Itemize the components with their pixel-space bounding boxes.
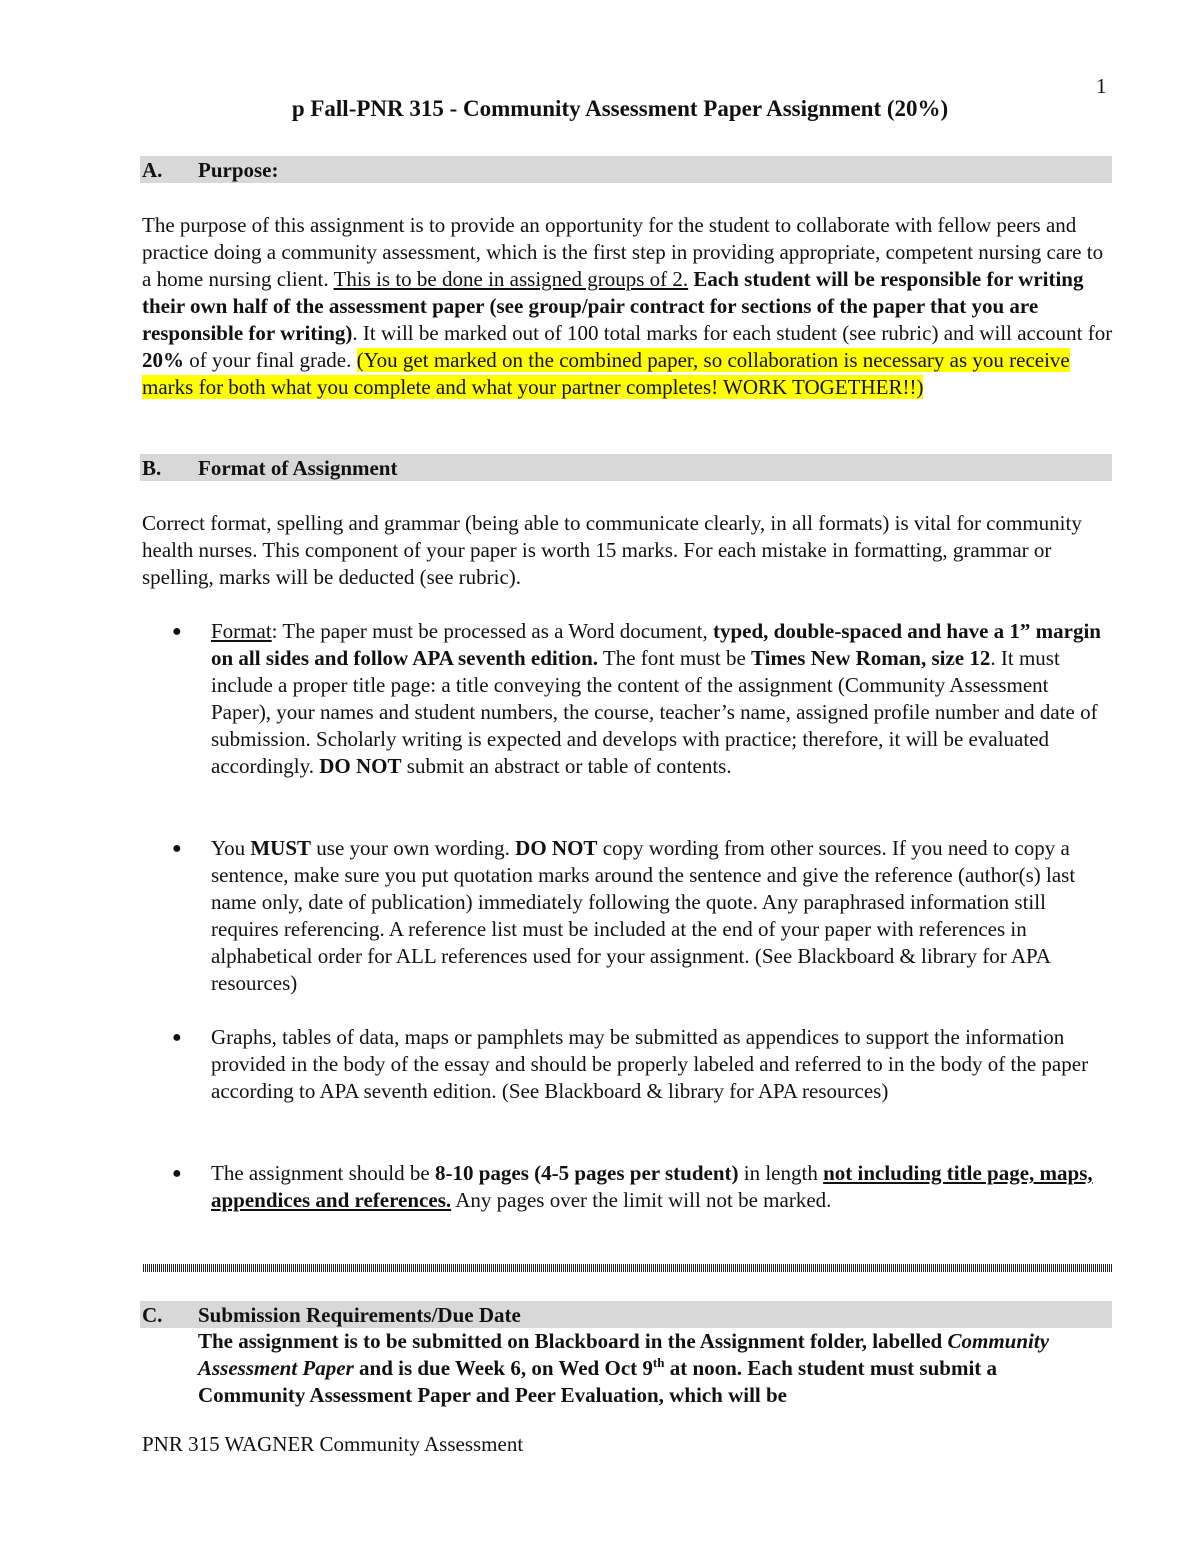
purpose-highlight: (You get marked on the combined paper, so collaboration is necessary as you receive marks for both what you complete and what your partner completes! WORK TOGETHER!!) [142,348,1070,399]
bullet-2-text-1: You [211,836,251,860]
purpose-paragraph [142,212,1117,401]
purpose-text-2: . It will be marked out of 100 total marks for each student (see rubric) and will account for [352,321,1113,345]
bullet-4-bold-underline: not including title page, maps, appendices and references. [211,1161,1093,1212]
submission-italic: Community Assessment Paper [198,1329,1050,1380]
bullet-4-length [211,1160,1111,1214]
bullet-1-text-4: submit an abstract or table of contents. [401,754,732,778]
bullet-1-text-2: The font must be [598,646,752,670]
section-divider [143,1264,1113,1272]
bullet-1-underline: Format [211,619,272,643]
purpose-bold: Each student will be responsible for writing their own half of the assessment paper (see group/pair contract for sections of the paper that you are responsible for writing) [142,267,1084,345]
bullet-4-bold: 8-10 pages (4-5 pages per student) [434,1161,739,1185]
section-a-letter: A. [142,158,163,182]
page-number: 1 [1096,74,1107,98]
section-c-letter: C. [142,1303,163,1327]
section-c-heading [140,1301,1112,1328]
submission-text-1: The assignment is to be submitted on Blackboard in the Assignment folder, labelled [198,1329,948,1353]
bullet-1-bold-3: DO NOT [319,754,402,778]
purpose-text-1: The purpose of this assignment is to provide an opportunity for the student to collaborate with fellow peers and practice doing a community assessment, which is the first step in providing appropriate, competent nursing care to a home nursing client. [142,213,1104,291]
purpose-text-3: of your final grade. [184,348,357,372]
bullet-1-text-3: . It must include a proper title page: a title conveying the content of the assignment (Community Assessment Paper), your names and student numbers, the course, teacher’s name, assigned profile number and date of submission. Scholarly writing is expected and develops with practice; therefore, it will be evaluated accordingly. [211,646,1098,778]
bullet-2-text-3: copy wording from other sources. If you need to copy a sentence, make sure you put quotation marks around the sentence and give the reference (author(s) last name only, date of publication) immediately following the quote. Any paraphrased information still requires referencing. A reference list must be included at the end of your paper with references in alphabetical order for ALL references used for your assignment. (See Blackboard & library for APA resources) [211,836,1076,995]
bullet-1-bold-1: typed, double-spaced and have a 1” margin on all sides and follow APA seventh edition. [211,619,1101,670]
bullet-2-bold-1: MUST [250,836,312,860]
section-b-letter: B. [142,456,162,480]
bullet-3-marker: ● [172,1029,182,1046]
bullet-1-marker: ● [172,623,182,640]
bullet-2-marker: ● [172,840,182,857]
purpose-underlined: This is to be done in assigned groups of 2. [333,267,689,291]
section-a-label: Purpose: [198,158,279,182]
submission-paragraph [198,1328,1108,1409]
bullet-4-text-2: in length [738,1161,824,1185]
section-b-heading [140,454,1112,481]
bullet-4-text-3: Any pages over the limit will not be marked. [451,1188,832,1212]
submission-text-3: at noon. Each student must submit a Community Assessment Paper and Peer Evaluation, which will be [198,1356,998,1407]
submission-text-2: and is due Week 6, on Wed Oct 9 [353,1356,653,1380]
document-title: p Fall-PNR 315 - Community Assessment Paper Assignment (20%) [291,96,949,121]
bullet-2-wording [211,835,1111,997]
bullet-2-bold-2: DO NOT [515,836,598,860]
bullet-4-text-1: The assignment should be [211,1161,435,1185]
bullet-1-format [211,618,1111,780]
section-c-label: Submission Requirements/Due Date [198,1303,521,1327]
purpose-percent: 20% [142,348,184,372]
bullet-4-marker: ● [172,1165,182,1182]
bullet-3-appendices: Graphs, tables of data, maps or pamphlets may be submitted as appendices to support the information provided in the body of the essay and should be properly labeled and referred to in the body of the paper according to APA seventh edition. (See Blackboard & library for APA resources) [211,1025,1089,1103]
bullet-2-text-2: use your own wording. [311,836,516,860]
section-a-heading [140,156,1112,183]
page-footer: PNR 315 WAGNER Community Assessment [142,1432,524,1456]
submission-superscript: th [652,1355,665,1370]
bullet-1-bold-2: Times New Roman, size 12 [751,646,991,670]
section-b-label: Format of Assignment [198,456,398,480]
format-intro-paragraph: Correct format, spelling and grammar (being able to communicate clearly, in all formats) is vital for community health nurses. This component of your paper is worth 15 marks. For each mistake in formatting, grammar or spelling, marks will be deducted (see rubric). [142,511,1082,589]
bullet-1-text-1: : The paper must be processed as a Word document, [271,619,713,643]
